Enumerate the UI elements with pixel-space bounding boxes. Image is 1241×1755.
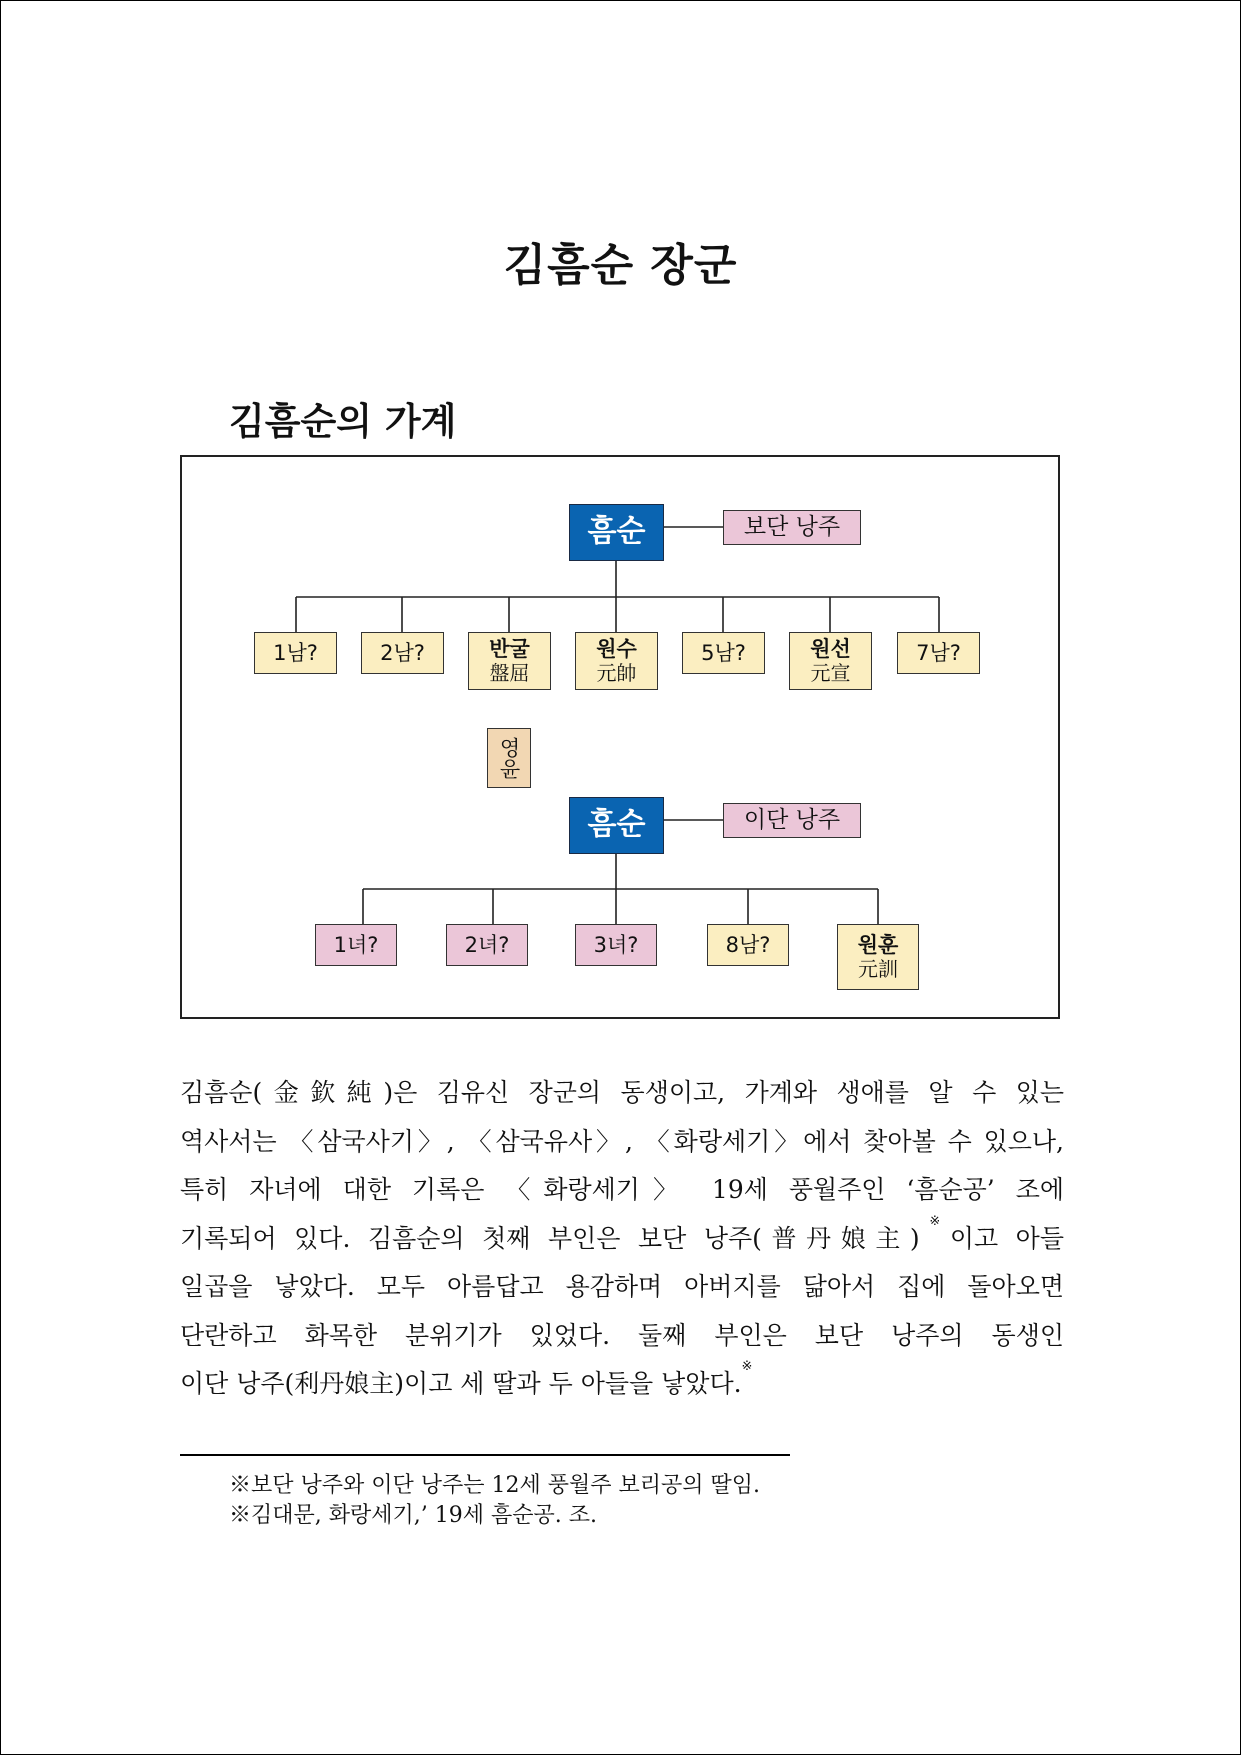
- footnote-2: ※김대문, 화랑세기,’ 19세 흠순공. 조.: [229, 1503, 597, 1528]
- footnote-1: ※보단 낭주와 이단 낭주는 12세 풍월주 보리공의 딸임.: [229, 1473, 760, 1498]
- child-kor: 2녀?: [464, 932, 510, 957]
- footnote-mark: ※: [741, 1359, 753, 1374]
- body-line-part: 기록되어 있다. 김흠순의 첫째 부인은 보단 낭주(普丹娘主): [180, 1223, 920, 1253]
- footnote-divider: [180, 1454, 790, 1456]
- child-kor: 7남?: [916, 640, 961, 665]
- body-paragraph: [180, 1069, 1064, 1409]
- body-line-part: 이고 아들: [949, 1223, 1064, 1253]
- spouse-node-1: 보단 낭주: [723, 510, 861, 545]
- child-node-1-6: [789, 632, 872, 690]
- child-kor: 반굴: [489, 637, 530, 662]
- head-node-1: 흠순: [569, 504, 664, 561]
- child-node-1-4: [575, 632, 658, 690]
- child-han: 元訓: [858, 956, 898, 981]
- head-node-2: 흠순: [569, 797, 664, 854]
- body-line: 일곱을 낳았다. 모두 아름답고 용감하며 아버지를 닮아서 집에 돌아오면: [180, 1272, 1064, 1301]
- child-kor: 원훈: [857, 933, 899, 958]
- child-kor: 3녀?: [593, 932, 639, 957]
- child-node-1-7: [897, 632, 980, 674]
- ref-node: 영윤: [487, 728, 531, 788]
- child-kor: 5남?: [701, 640, 746, 665]
- child-node-2-3: [575, 924, 657, 966]
- section-title: 김흠순의 가계: [229, 400, 457, 443]
- child-node-2-1: [315, 924, 397, 966]
- child-kor: 8남?: [725, 932, 771, 957]
- body-line: 특히 자녀에 대한 기록은 〈화랑세기〉 19세 풍월주인 ‘흠순공’ 조에: [180, 1175, 1064, 1204]
- child-node-2-5: [837, 924, 919, 990]
- child-node-2-2: [446, 924, 528, 966]
- child-node-1-1: [254, 632, 337, 674]
- body-line: 단란하고 화목한 분위기가 있었다. 둘째 부인은 보단 낭주의 동생인: [180, 1320, 1064, 1350]
- child-kor: 원선: [810, 637, 851, 662]
- child-han: 元宣: [810, 660, 851, 685]
- child-kor: 1남?: [273, 640, 318, 665]
- footnote-mark: ※: [919, 1213, 950, 1229]
- body-line: [180, 1360, 1064, 1409]
- child-han: 元帥: [596, 660, 637, 685]
- body-line: 김흠순(金欽純)은 김유신 장군의 동생이고, 가계와 생애를 알 수 있는: [180, 1078, 1064, 1107]
- body-line-part: 이단 낭주(利丹娘主)이고 세 딸과 두 아들을 낳았다.: [180, 1369, 742, 1398]
- child-han: 盤屈: [489, 660, 530, 685]
- body-line: 역사서는 〈삼국사기〉, 〈삼국유사〉, 〈화랑세기〉에서 찾아볼 수 있으나,: [180, 1126, 1064, 1156]
- child-kor: 1녀?: [333, 932, 379, 957]
- child-node-1-2: [361, 632, 444, 674]
- family-tree: [180, 455, 1060, 1019]
- child-kor: 2남?: [380, 640, 425, 665]
- page-title: 김흠순 장군: [503, 240, 738, 291]
- child-node-2-4: [707, 924, 789, 966]
- child-kor: 원수: [596, 637, 637, 662]
- child-node-1-5: [682, 632, 765, 674]
- footnotes: [229, 1471, 760, 1531]
- spouse-node-2: 이단 낭주: [723, 803, 861, 838]
- body-line: [180, 1215, 1064, 1264]
- child-node-1-3: [468, 632, 551, 690]
